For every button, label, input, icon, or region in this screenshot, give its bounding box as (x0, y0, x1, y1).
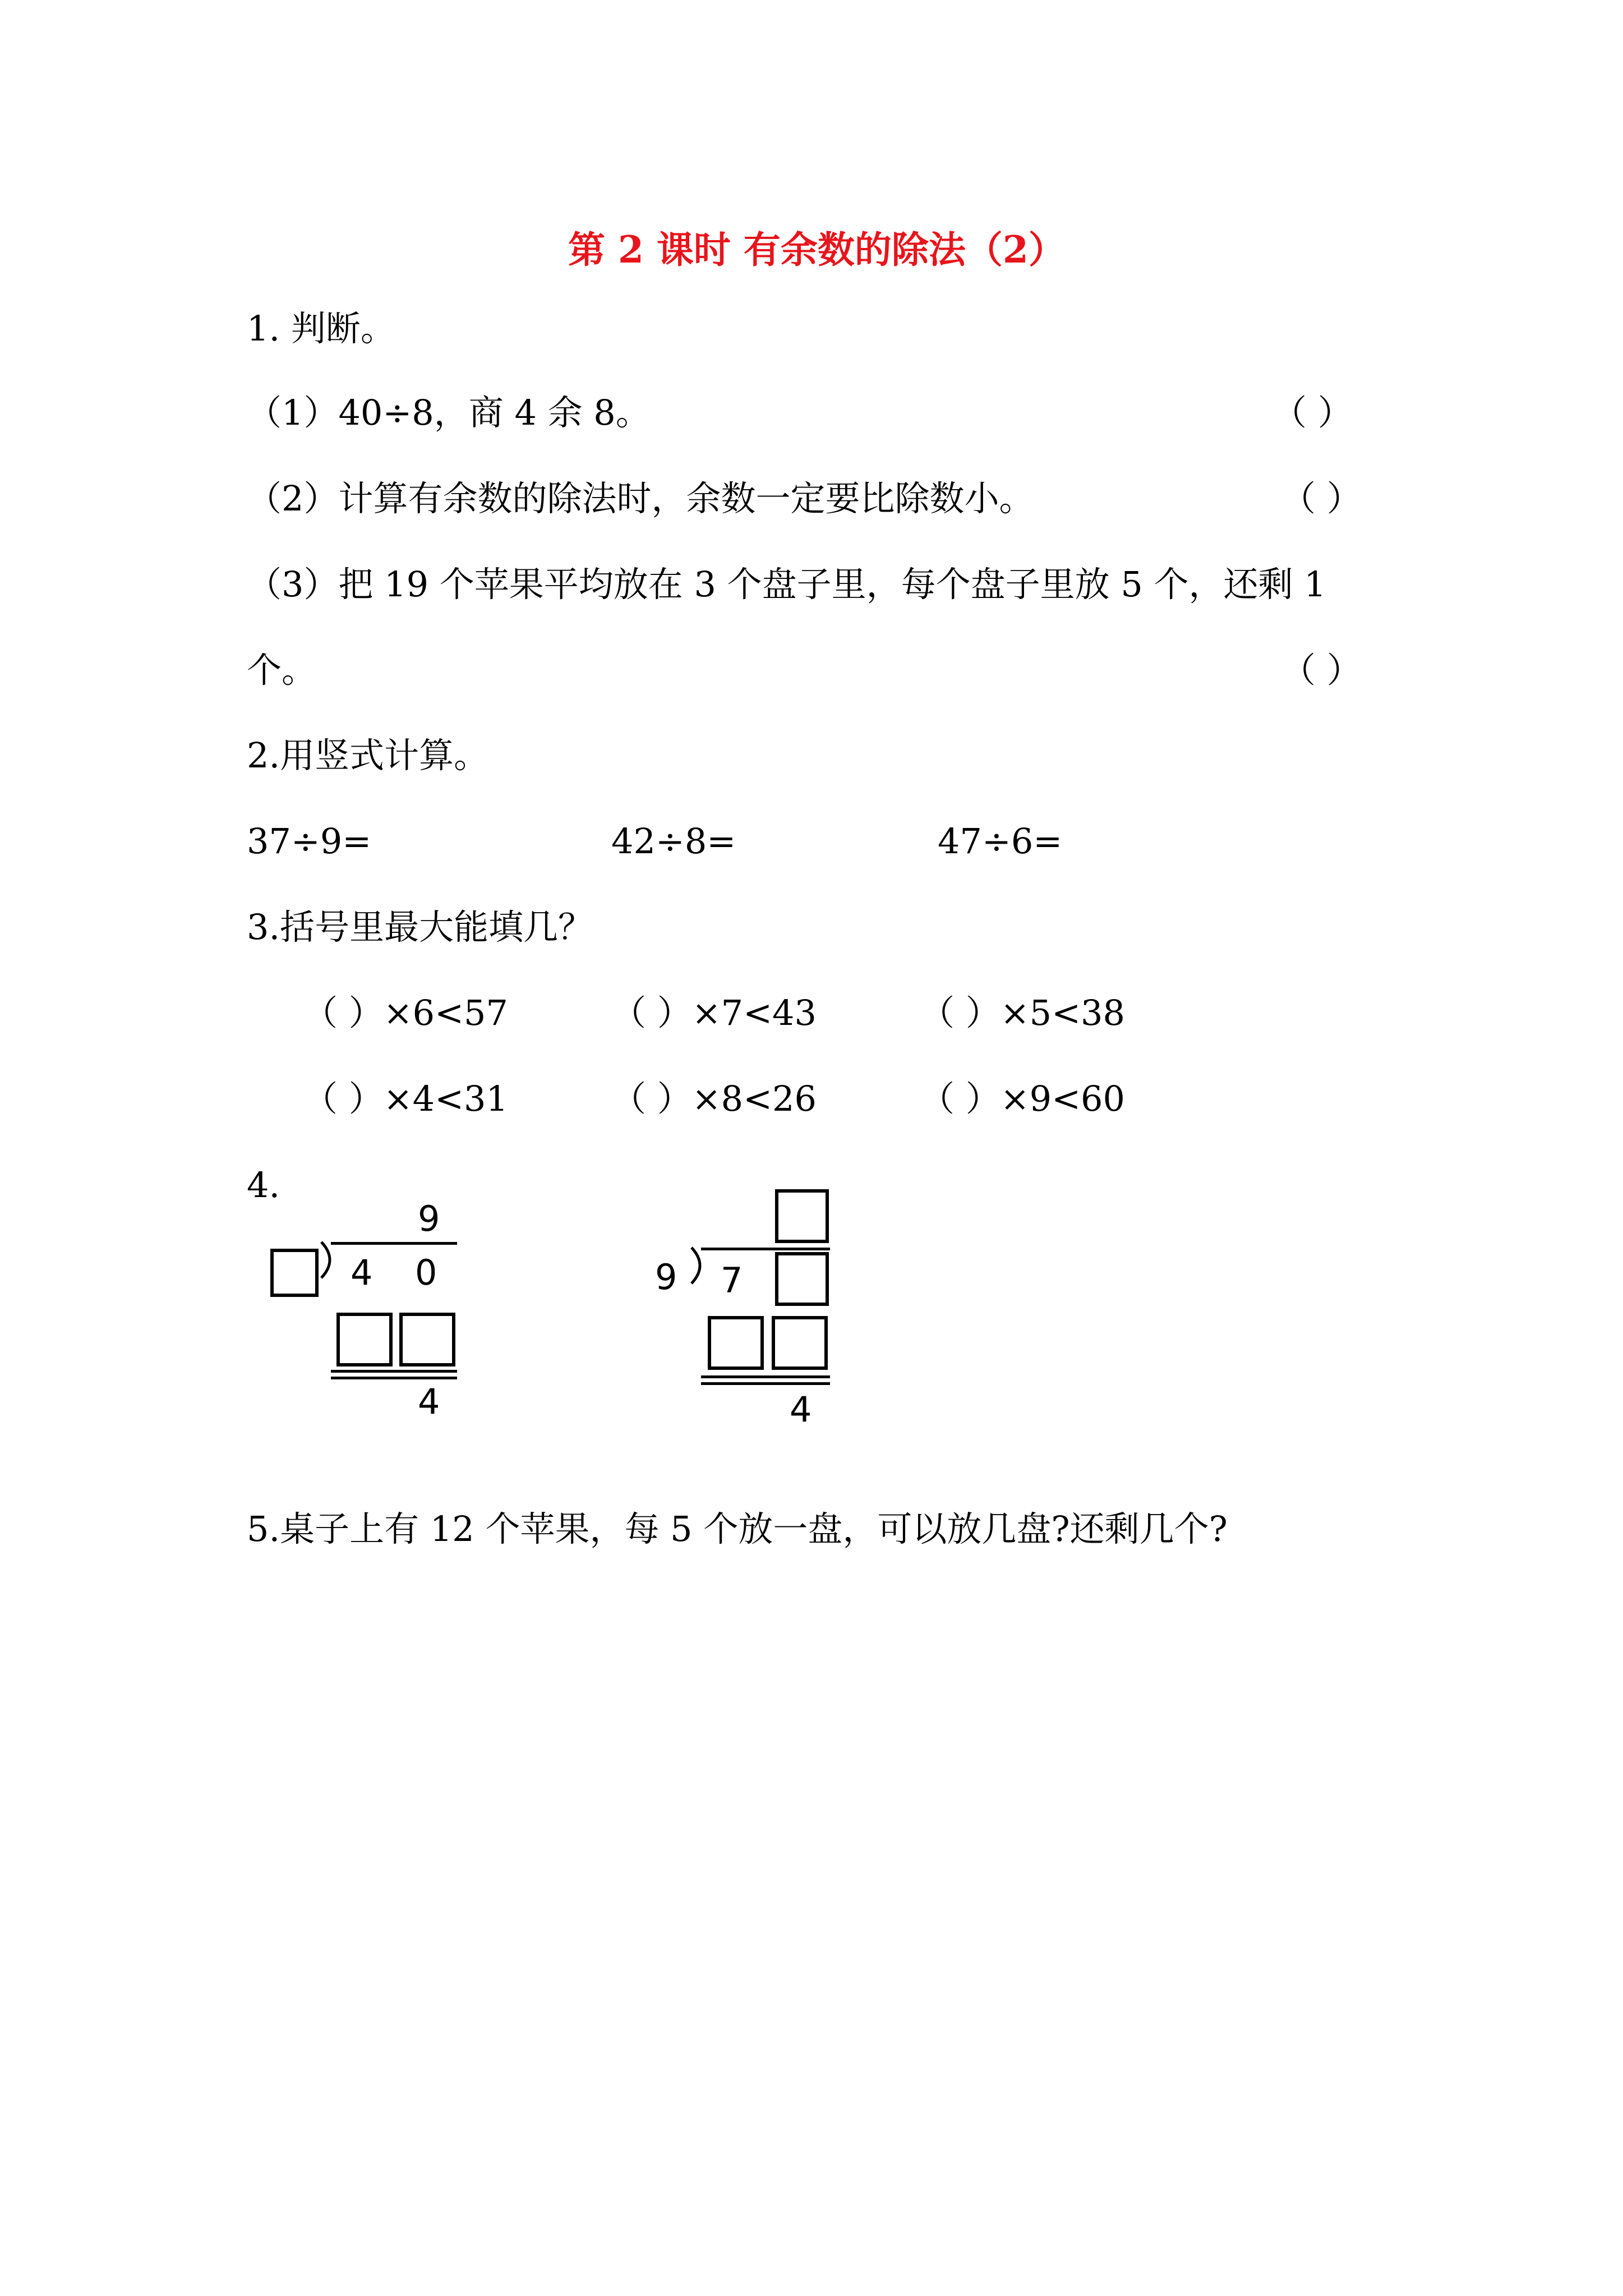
div2-subtraction-line-2 (701, 1382, 830, 1385)
div2-quotient-box[interactable] (775, 1189, 829, 1243)
q3-row1-item-3: （ ）×5<38 (920, 992, 1125, 1033)
page-title: 第 2 课时 有余数的除法（2） (568, 228, 1066, 272)
div1-remainder: 4 (418, 1381, 440, 1422)
div1-bracket-top (331, 1242, 457, 1245)
q4-heading: 4. (247, 1165, 280, 1205)
div2-bracket-curve (687, 1248, 709, 1315)
div1-subtraction-line-2 (331, 1377, 457, 1379)
q1-item-3-text-cont: 个。 (247, 650, 317, 691)
q3-row1-item-2: （ ）×7<43 (611, 992, 817, 1033)
q2-problem-3: 47÷6= (938, 821, 1063, 862)
q1-item-2-text: （2）计算有余数的除法时，余数一定要比除数小。 (247, 478, 1034, 519)
q2-problem-2: 42÷8= (611, 821, 736, 862)
q3-row2-item-3: （ ）×9<60 (920, 1078, 1125, 1119)
q1-item-1-text: （1）40÷8，商 4 余 8。 (247, 392, 651, 433)
div2-dividend-box[interactable] (775, 1252, 829, 1306)
div1-dividend-digit-2: 0 (415, 1252, 437, 1293)
q1-heading: 1. 判断。 (247, 308, 395, 349)
div1-product-box-2[interactable] (399, 1313, 455, 1366)
div1-subtraction-line-1 (331, 1370, 457, 1373)
div1-dividend-digit-1: 4 (351, 1252, 373, 1293)
div2-product-box-2[interactable] (772, 1316, 828, 1370)
div2-bracket-top (701, 1248, 830, 1250)
div2-product-box-1[interactable] (708, 1316, 764, 1370)
div1-bracket-curve (317, 1242, 339, 1309)
div1-divisor-box[interactable] (270, 1249, 319, 1297)
div1-quotient: 9 (418, 1198, 440, 1239)
q1-item-1-answer-blank[interactable]: （ ） (1272, 392, 1353, 433)
q3-row2-item-2: （ ）×8<26 (611, 1078, 817, 1119)
q1-item-3-text: （3）把 19 个苹果平均放在 3 个盘子里，每个盘子里放 5 个，还剩 1 (247, 564, 1326, 605)
q3-row2-item-1: （ ）×4<31 (303, 1078, 508, 1119)
q2-heading: 2.用竖式计算。 (247, 735, 489, 776)
q1-item-3-answer-blank[interactable]: （ ） (1281, 650, 1362, 691)
q3-row1-item-1: （ ）×6<57 (303, 992, 508, 1033)
div2-remainder: 4 (790, 1389, 812, 1430)
q2-problem-1: 37÷9= (247, 821, 372, 862)
div2-divisor: 9 (655, 1257, 677, 1297)
q5-heading: 5.桌子上有 12 个苹果，每 5 个放一盘，可以放几盘?还剩几个? (247, 1508, 1228, 1549)
q3-heading: 3.括号里最大能填几？ (247, 907, 593, 947)
div2-dividend-digit-1: 7 (721, 1260, 743, 1301)
div2-subtraction-line-1 (701, 1375, 830, 1378)
div1-product-box-1[interactable] (336, 1313, 393, 1366)
q1-item-2-answer-blank[interactable]: （ ） (1281, 478, 1362, 519)
